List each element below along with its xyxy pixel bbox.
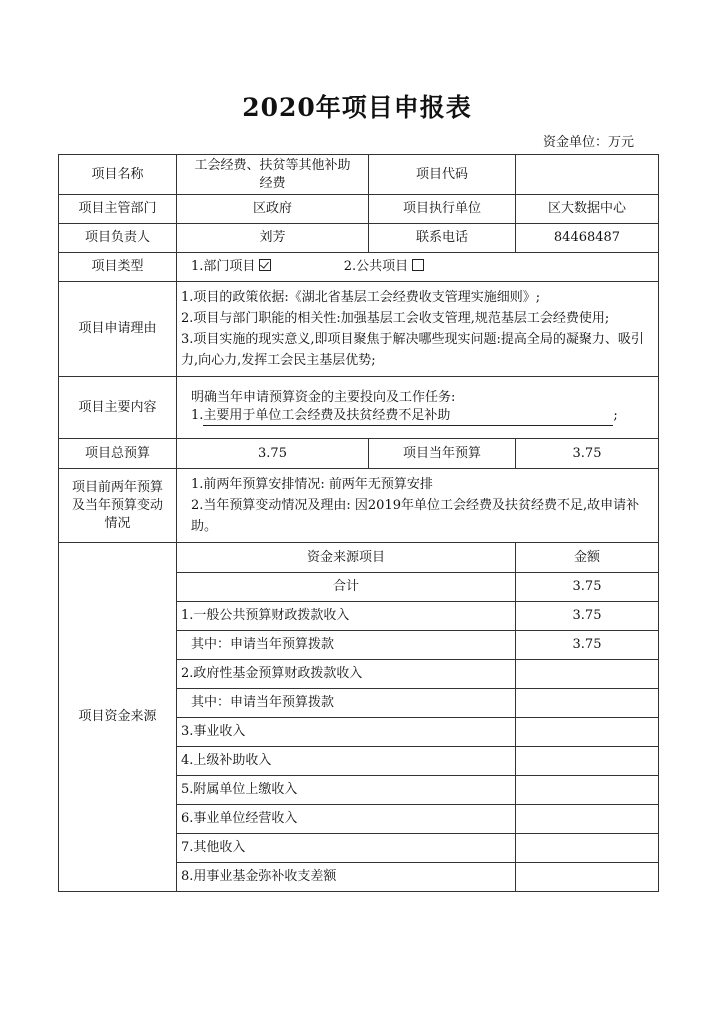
funding-item-name: 3.事业收入 <box>177 718 516 747</box>
project-type-label: 项目类型 <box>59 253 177 282</box>
owner-label: 项目负责人 <box>59 224 177 253</box>
phone-value: 84468487 <box>516 224 659 253</box>
funding-item-amount <box>516 863 659 892</box>
funding-item-amount <box>516 834 659 863</box>
funding-item-amount: 3.75 <box>516 602 659 631</box>
funding-item-name: 合计 <box>177 573 516 602</box>
project-name-line1: 工会经费、扶贫等其他补助 <box>194 157 351 173</box>
year-budget-value: 3.75 <box>516 439 659 469</box>
budget-change-label-line1: 项目前两年预算 <box>71 479 163 495</box>
reason-label: 项目申请理由 <box>59 282 177 377</box>
funding-item-name: 5.附属单位上缴收入 <box>177 776 516 805</box>
type-option-public-label: 2.公共项目 <box>343 259 409 274</box>
funding-item-name: 8.用事业基金弥补收支差额 <box>177 863 516 892</box>
content-text <box>177 377 659 439</box>
department-value: 区政府 <box>177 195 369 224</box>
application-table <box>58 154 659 892</box>
content-line-2-prefix: 1. <box>191 408 204 423</box>
funding-item-amount <box>516 689 659 718</box>
funding-item-name: 6.事业单位经营收入 <box>177 805 516 834</box>
content-line-1: 明确当年申请预算资金的主要投向及工作任务: <box>191 390 456 405</box>
funding-item-name: 7.其他收入 <box>177 834 516 863</box>
budget-change-label <box>59 469 177 543</box>
page-title: 2020年项目申报表 <box>242 93 472 122</box>
project-name-label: 项目名称 <box>59 155 177 195</box>
funding-item-name: 其中：申请当年预算拨款 <box>177 689 516 718</box>
checkbox-checked-icon[interactable] <box>259 259 271 271</box>
total-budget-label: 项目总预算 <box>59 439 177 469</box>
funding-item-name: 其中：申请当年预算拨款 <box>177 631 516 660</box>
row-budget-change <box>59 469 659 543</box>
funding-item-name: 2.政府性基金预算财政拨款收入 <box>177 660 516 689</box>
total-budget-value: 3.75 <box>177 439 369 469</box>
row-project-name <box>59 155 659 195</box>
project-name-line2: 经费 <box>259 175 286 191</box>
budget-change-label-line2: 及当年预算变动 <box>71 497 163 513</box>
row-project-type <box>59 253 659 282</box>
row-reason <box>59 282 659 377</box>
funding-header-amount: 金额 <box>516 543 659 573</box>
content-line-2-underlined: 主要用于单位工会经费及扶贫经费不足补助 <box>203 407 613 426</box>
project-type-options <box>177 253 659 282</box>
unit-label: 资金单位：万元 <box>542 135 634 150</box>
reason-text <box>177 282 659 377</box>
funding-header-item: 资金来源项目 <box>177 543 516 573</box>
funding-item-name: 1.一般公共预算财政拨款收入 <box>177 602 516 631</box>
budget-change-label-line3: 情况 <box>104 515 131 531</box>
row-content <box>59 377 659 439</box>
funding-item-amount <box>516 718 659 747</box>
reason-line-1: 1.项目的政策依据:《湖北省基层工会经费收支管理实施细则》; <box>181 290 541 305</box>
year-budget-label: 项目当年预算 <box>369 439 516 469</box>
department-label: 项目主管部门 <box>59 195 177 224</box>
budget-change-line-2: 2.当年预算变动情况及理由: 因2019年单位工会经费及扶贫经费不足,故申请补助。 <box>191 498 640 534</box>
project-code-label: 项目代码 <box>369 155 516 195</box>
project-name-value <box>177 155 369 195</box>
budget-change-text <box>177 469 659 543</box>
row-owner <box>59 224 659 253</box>
exec-unit-value: 区大数据中心 <box>516 195 659 224</box>
funding-source-label: 项目资金来源 <box>59 543 177 892</box>
row-funding-header <box>59 543 659 573</box>
owner-value: 刘芳 <box>177 224 369 253</box>
funding-item-name: 4.上级补助收入 <box>177 747 516 776</box>
funding-item-amount <box>516 660 659 689</box>
phone-label: 联系电话 <box>369 224 516 253</box>
funding-item-amount <box>516 776 659 805</box>
budget-change-line-1: 1.前两年预算安排情况: 前两年无预算安排 <box>191 477 433 492</box>
funding-item-amount <box>516 805 659 834</box>
content-label: 项目主要内容 <box>59 377 177 439</box>
content-line-2 <box>191 407 654 426</box>
checkbox-unchecked-icon[interactable] <box>412 259 424 271</box>
row-budget <box>59 439 659 469</box>
exec-unit-label: 项目执行单位 <box>369 195 516 224</box>
funding-item-amount <box>516 747 659 776</box>
reason-line-3: 3.项目实施的现实意义,即项目聚焦于解决哪些现实问题:提高全局的凝聚力、吸引力,向心力,发挥工会民主基层优势; <box>181 332 644 368</box>
project-code-value <box>516 155 659 195</box>
funding-item-amount: 3.75 <box>516 631 659 660</box>
content-line-2-suffix: ; <box>613 408 618 423</box>
reason-line-2: 2.项目与部门职能的相关性:加强基层工会收支管理,规范基层工会经费使用; <box>181 311 610 326</box>
funding-item-amount: 3.75 <box>516 573 659 602</box>
type-option-dept-label: 1.部门项目 <box>191 259 256 274</box>
row-department <box>59 195 659 224</box>
